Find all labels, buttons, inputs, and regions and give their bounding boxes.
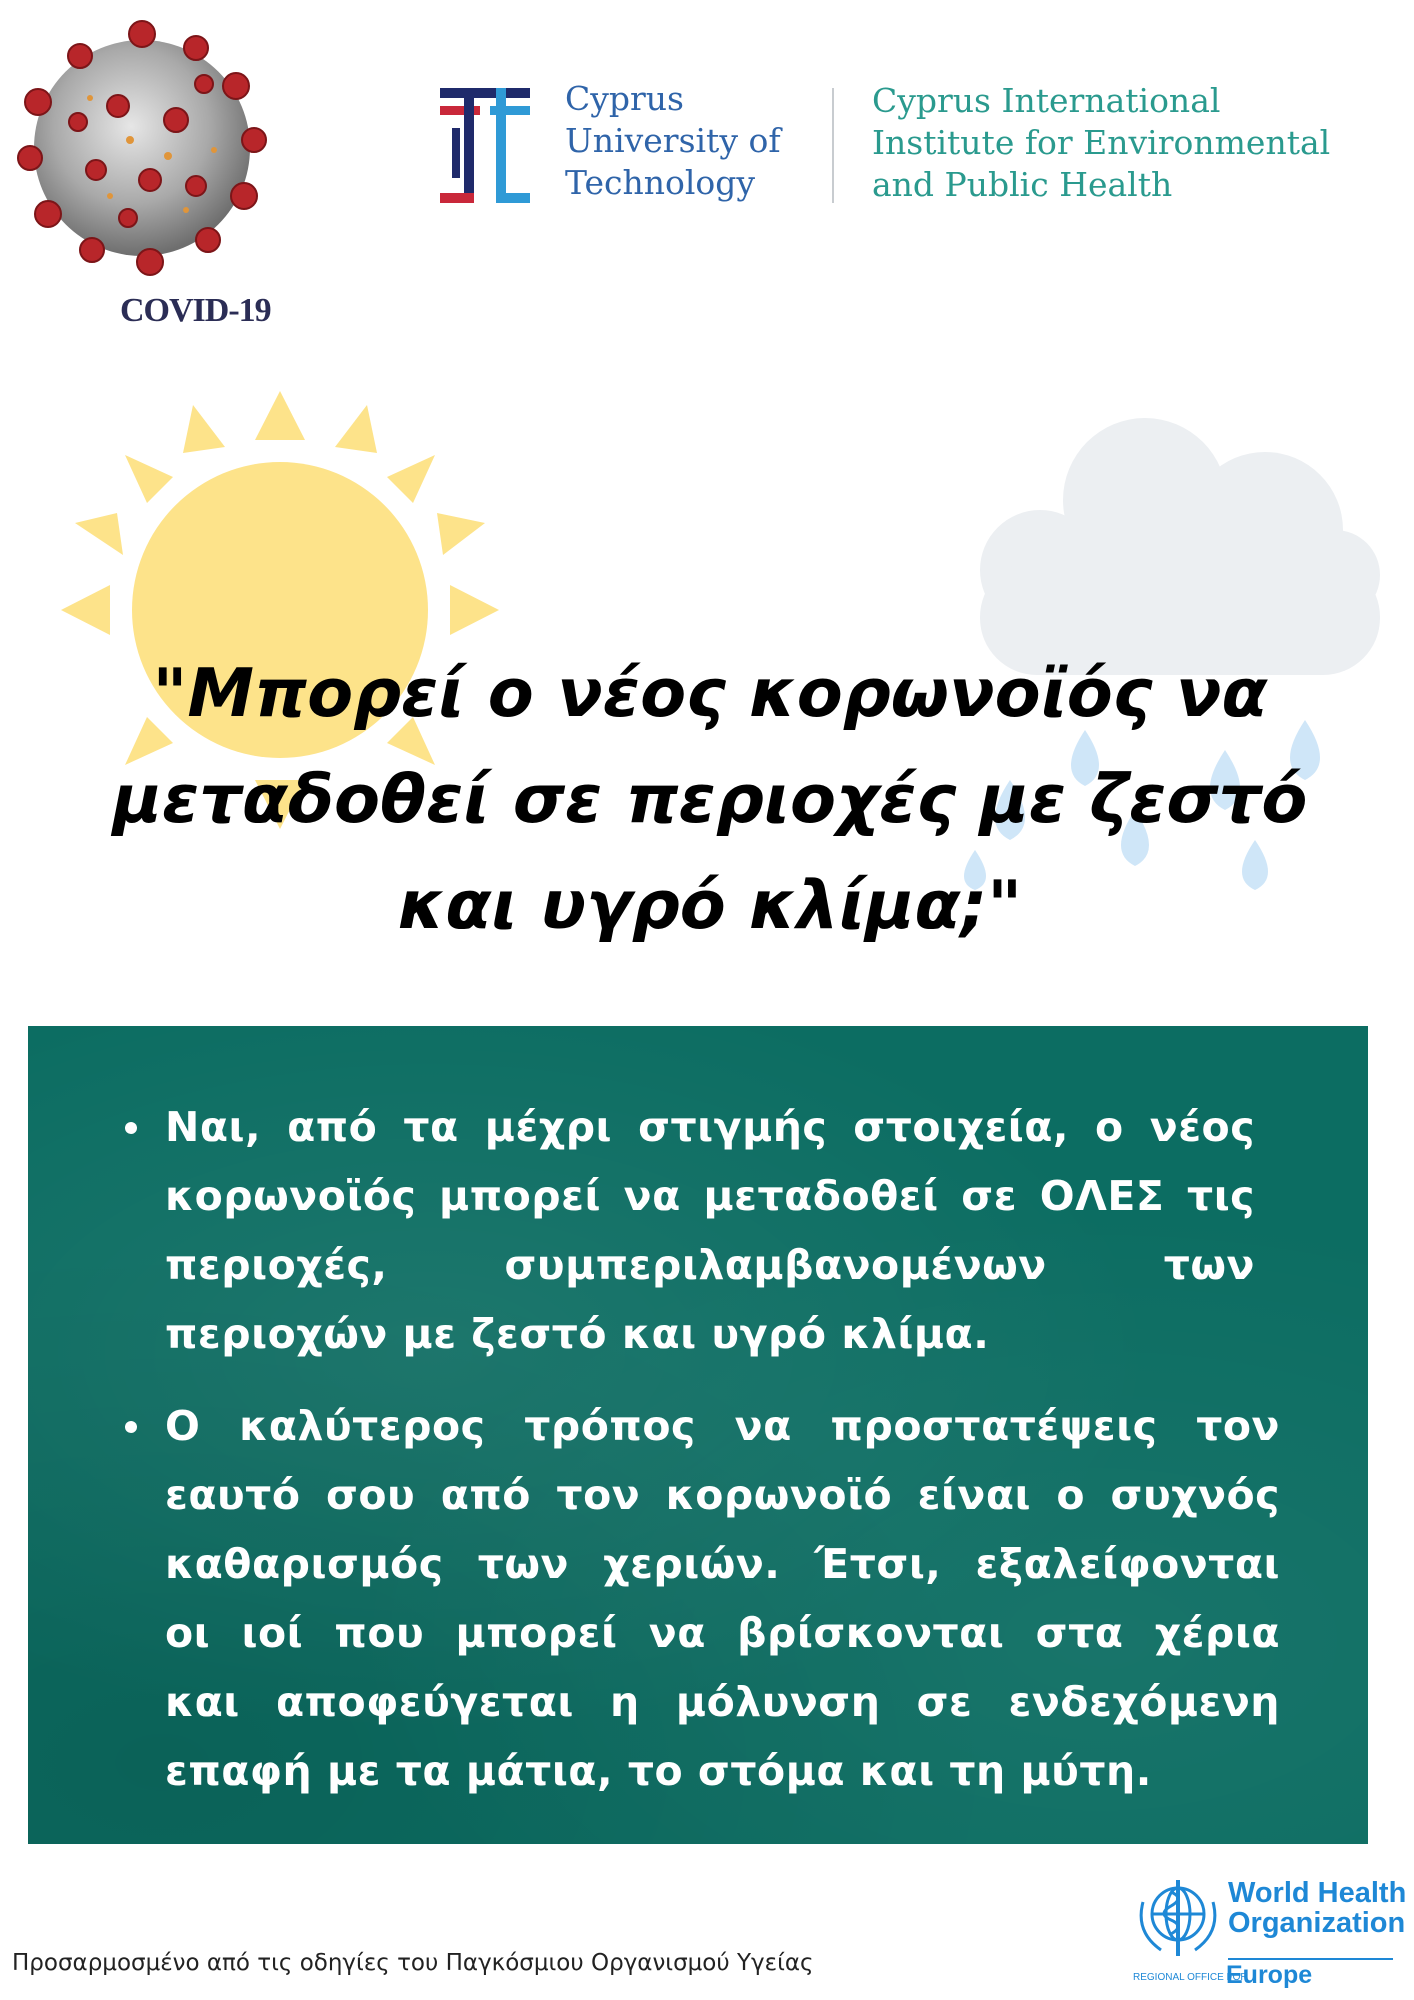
- source-note: Προσαρμοσμένο από τις οδηγίες του Παγκόσμιου Οργανισμού Υγείας: [12, 1950, 814, 1976]
- answer-line: περιοχές, συμπεριλαμβανομένων των: [165, 1241, 1255, 1289]
- answer-line: Ο καλύτερος τρόπος να προστατέψεις τον: [165, 1402, 1280, 1450]
- answer-item: [165, 1392, 1280, 1806]
- cut-name: [565, 78, 781, 204]
- coronavirus-illustration: [0, 10, 290, 300]
- who-europe-label: Europe: [1226, 1961, 1313, 1989]
- cut-logo-icon: [440, 88, 530, 203]
- answer-line: εαυτό σου από τον κορωνοϊό είναι ο συχνός: [165, 1471, 1280, 1519]
- institute-name-line: Institute for Environmental: [872, 123, 1331, 162]
- question-heading: [110, 640, 1310, 958]
- who-divider: [1228, 1958, 1393, 1960]
- institute-name-line: Cyprus International: [872, 81, 1221, 120]
- question-line: και υγρό κλίμα;": [397, 866, 1023, 944]
- answer-line: Ναι, από τα μέχρι στιγμής στοιχεία, ο νέος: [165, 1103, 1255, 1151]
- answer-line: και αποφεύγεται η μόλυνση σε ενδεχόμενη: [165, 1678, 1280, 1726]
- answer-line: κορωνοϊός μπορεί να μεταδοθεί σε ΟΛΕΣ τις: [165, 1172, 1255, 1220]
- answer-list: [165, 1093, 1280, 1806]
- answer-line: επαφή με τα μάτια, το στόμα και τη μύτη.: [165, 1747, 1152, 1795]
- answer-line: περιοχών με ζεστό και υγρό κλίμα.: [165, 1310, 990, 1358]
- cut-name-line: University of: [565, 121, 781, 160]
- who-regional-label: REGIONAL OFFICE FOR: [1133, 1972, 1248, 1983]
- question-line: "Μπορεί ο νέος κορωνοϊός να: [152, 654, 1268, 732]
- institute-name: [872, 80, 1330, 206]
- logo-divider: [832, 88, 834, 203]
- bullet-dot-icon: [125, 1122, 137, 1134]
- institute-name-line: and Public Health: [872, 165, 1173, 204]
- who-name-line: World Health: [1228, 1877, 1407, 1909]
- who-emblem-icon: [1133, 1872, 1223, 1962]
- answer-item: [165, 1093, 1255, 1369]
- covid-label: COVID-19: [120, 292, 271, 329]
- answer-line: καθαρισμός των χεριών. Έτσι, εξαλείφονται: [165, 1540, 1280, 1588]
- answer-line: οι ιοί που μπορεί να βρίσκονται στα χέρια: [165, 1609, 1280, 1657]
- who-name-line: Organization: [1228, 1907, 1406, 1939]
- cut-name-line: Cyprus: [565, 79, 684, 118]
- cut-name-line: Technology: [565, 163, 756, 202]
- who-name: [1228, 1878, 1406, 1938]
- bullet-dot-icon: [125, 1421, 137, 1433]
- question-line: μεταδοθεί σε περιοχές με ζεστό: [112, 760, 1308, 838]
